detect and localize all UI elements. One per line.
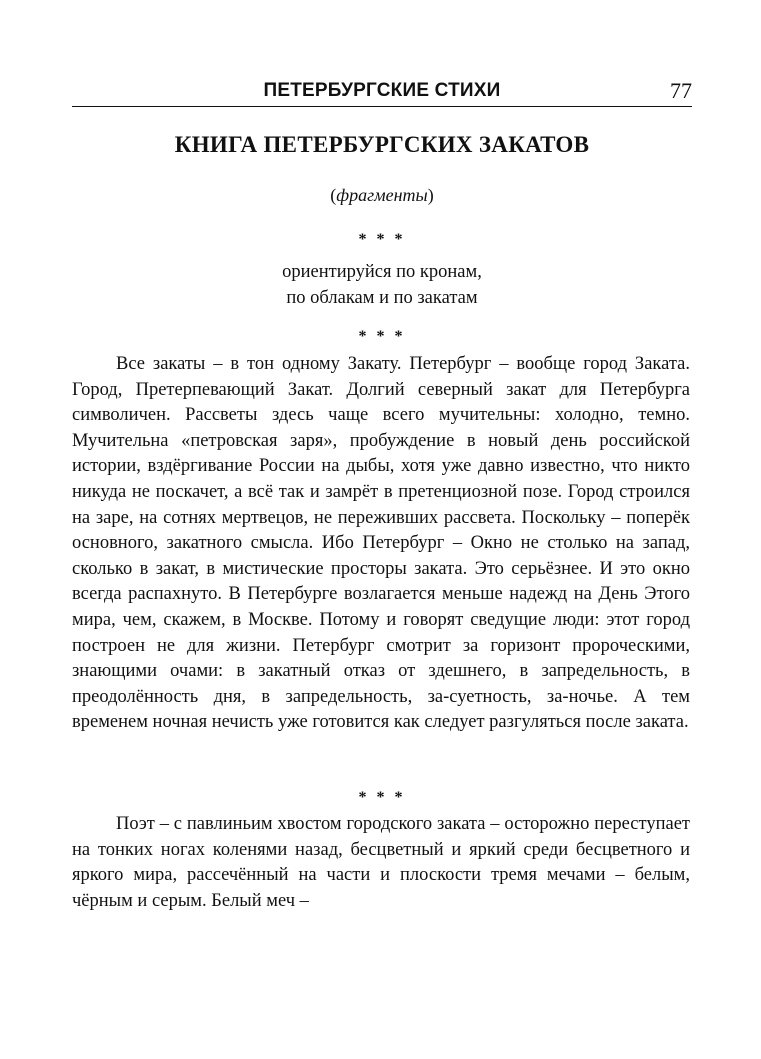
separator-3: * * *	[358, 789, 406, 806]
separator-2: * * *	[358, 328, 406, 345]
separator-1: * * *	[358, 231, 406, 248]
subtitle-close-paren: )	[427, 185, 434, 205]
epigraph-line-1: ориентируйся по кронам,	[282, 262, 482, 282]
running-header	[72, 76, 692, 107]
epigraph	[72, 259, 692, 311]
subtitle-text: фрагменты	[336, 185, 428, 205]
epigraph-line-2: по облакам и по закатам	[286, 288, 478, 308]
paragraph-2: Поэт – с павлиньим хвостом городского заката – осторожно переступает на тонких ногах коленями назад, бесцветный и яркий среди бесцветного и яркого мира, рассечённый на части и плоскости тремя мечами – белым, чёрным и серым. Белый меч –	[72, 814, 690, 911]
section-subtitle	[72, 185, 692, 206]
paragraph-1: Все закаты – в тон одному Закату. Петербург – вообще город Заката. Город, Претерпевающий Закат. Долгий северный закат для Петербурга символичен. Рассветы здесь чаще всего мучительны: холодно, темно. Мучительна «петровская заря», пробуждение в новый день российской истории, вздёргивание России на дыбы, хотя уже давно известно, что никто никуда не поскачет, а всё так и замрёт в претенциозной позе. Город строился на заре, на сотнях мертвецов, не переживших рассвета. Поскольку – поперёк основного, закатного смысла. Ибо Петербург – Окно не столько на запад, сколько в закат, в мистические просторы заката. Это серьёзнее. И это окно всегда распахнуто. В Петербурге возлагается меньше надежд на День Этого мира, чем, скажем, в Москве. Потому и говорят сведущие люди: этот город построен не для жизни. Петербург смотрит за горизонт пророческими, знающими очами: в закатный отказ от здешнего, в запредельность, в преодолённость дня, в запредельность, за-суетность, за-ночье. А тем временем ночная нечисть уже готовится как следует разгуляться после заката.	[72, 354, 690, 733]
page-number: 77	[670, 78, 692, 103]
running-title: ПЕТЕРБУРГСКИЕ СТИХИ	[263, 80, 501, 101]
section-title: КНИГА ПЕТЕРБУРГСКИХ ЗАКАТОВ	[174, 132, 590, 157]
subtitle-open-paren: (	[330, 185, 337, 205]
